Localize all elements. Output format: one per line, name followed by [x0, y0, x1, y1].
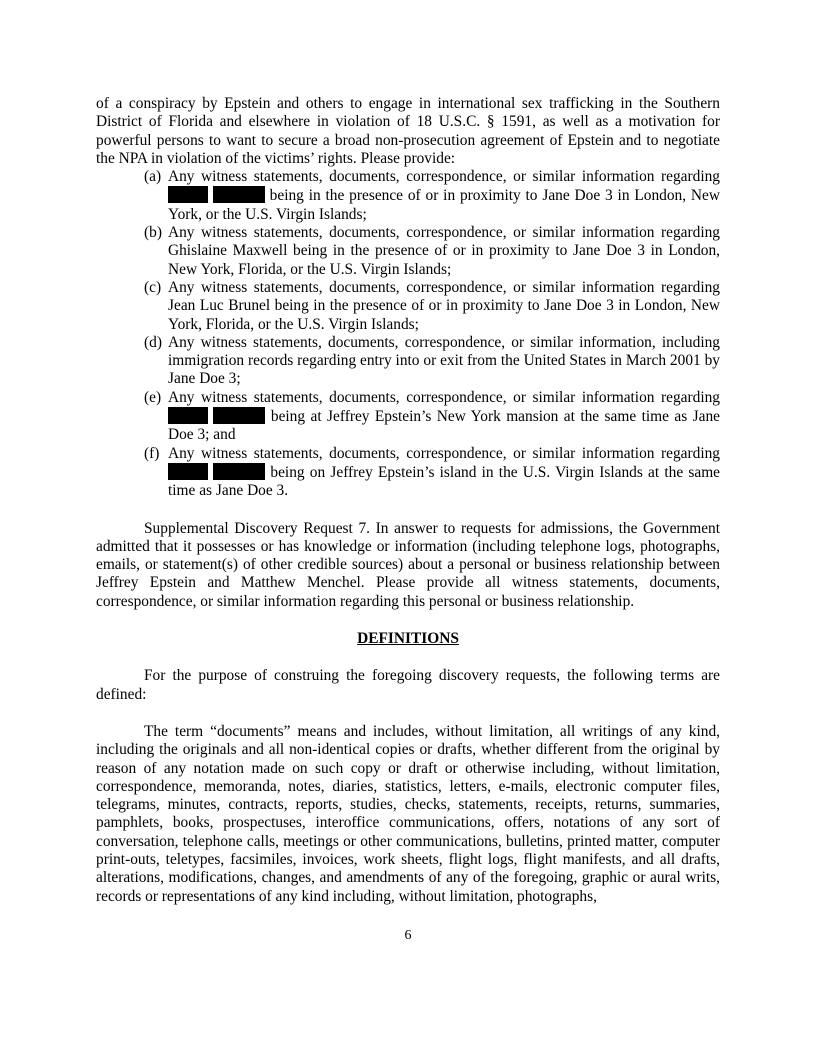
- item-label: (c): [144, 278, 162, 296]
- redaction-block: [213, 463, 265, 480]
- intro-paragraph: of a conspiracy by Epstein and others to engage in international sex trafficking in the Southern District of Florida and elsewhere in violation of 18 U.S.C. § 1591, as well as a motivation for powerful persons to want to secure a broad non-prosecution agreement of Epstein and to negotiate the NPA in violation of the victims’ rights. Please provide:: [96, 95, 720, 167]
- redaction-block: [168, 186, 208, 203]
- item-text-post: being in the presence of or in proximity to Jane Doe 3 in London, New York, or the U.S. Virgin Islands;: [168, 187, 720, 223]
- list-item: [96, 389, 720, 445]
- list-item: [96, 168, 720, 224]
- documents-definition-paragraph: The term “documents” means and includes, without limitation, all writings of any kind, including the originals and all non-identical copies or drafts, whether different from the original by reason of any notation made on such copy or draft or otherwise including, without limitation, correspondence, memoranda, notes, diaries, statistics, letters, e-mails, electronic computer files, telegrams, minutes, contracts, reports, studies, checks, statements, receipts, returns, summaries, pamphlets, books, prospectuses, interoffice communications, offers, notations of any sort of conversation, telephone calls, meetings or other communications, bulletins, printed matter, computer print-outs, teletypes, facsimiles, invoices, work sheets, flight logs, flight manifests, and all drafts, alterations, modifications, changes, and amendments of any of the foregoing, graphic or aural writs, records or representations of any kind including, without limitation, photographs,: [96, 722, 720, 905]
- item-text: Any witness statements, documents, correspondence, or similar information, including immigration records regarding entry into or exit from the United States in March 2001 by Jane Doe 3;: [168, 333, 720, 388]
- definitions-heading: DEFINITIONS: [357, 630, 459, 648]
- request-list: [96, 168, 720, 500]
- redaction-block: [168, 463, 208, 480]
- item-text-pre: Any witness statements, documents, correspondence, or similar information regarding: [168, 168, 720, 186]
- definitions-intro-paragraph: For the purpose of construing the foregoing discovery requests, the following terms are defined:: [96, 667, 720, 703]
- item-text-pre: Any witness statements, documents, correspondence, or similar information regarding: [168, 444, 720, 462]
- supplemental-request-paragraph: Supplemental Discovery Request 7. In answer to requests for admissions, the Government admitted that it possesses or has knowledge or information (including telephone logs, photographs, emails, or statement(s) of other credible sources) about a personal or business relationship between Jeffrey Epstein and Matthew Menchel. Please provide all witness statements, documents, correspondence, or similar information regarding this personal or business relationship.: [96, 519, 720, 610]
- item-label: (b): [144, 224, 162, 242]
- item-text-pre: Any witness statements, documents, correspondence, or similar information regarding: [168, 388, 720, 406]
- list-item: [96, 224, 720, 279]
- item-text: Any witness statements, documents, correspondence, or similar information regarding Ghislaine Maxwell being in the presence of or in proximity to Jane Doe 3 in London, New York, Florida, or the U.S. Virgin Islands;: [168, 224, 720, 278]
- redaction-block: [213, 186, 265, 203]
- page-number: 6: [404, 928, 412, 943]
- list-item: [96, 334, 720, 389]
- item-label: (f): [144, 444, 160, 462]
- item-label: (a): [144, 168, 162, 186]
- list-item: [96, 445, 720, 501]
- item-label: (d): [144, 333, 162, 351]
- document-page: [96, 95, 720, 906]
- item-text-post: being on Jeffrey Epstein’s island in the U.S. Virgin Islands at the same time as Jane Doe 3.: [168, 463, 720, 500]
- list-item: [96, 279, 720, 334]
- redaction-block: [168, 407, 208, 424]
- item-text-post: being at Jeffrey Epstein’s New York mansion at the same time as Jane Doe 3; and: [168, 408, 720, 444]
- redaction-block: [213, 407, 265, 424]
- item-text: Any witness statements, documents, correspondence, or similar information regarding Jean Luc Brunel being in the presence of or in proximity to Jane Doe 3 in London, New York, Florida, or the U.S. Virgin Islands;: [168, 278, 720, 333]
- item-label: (e): [144, 388, 162, 406]
